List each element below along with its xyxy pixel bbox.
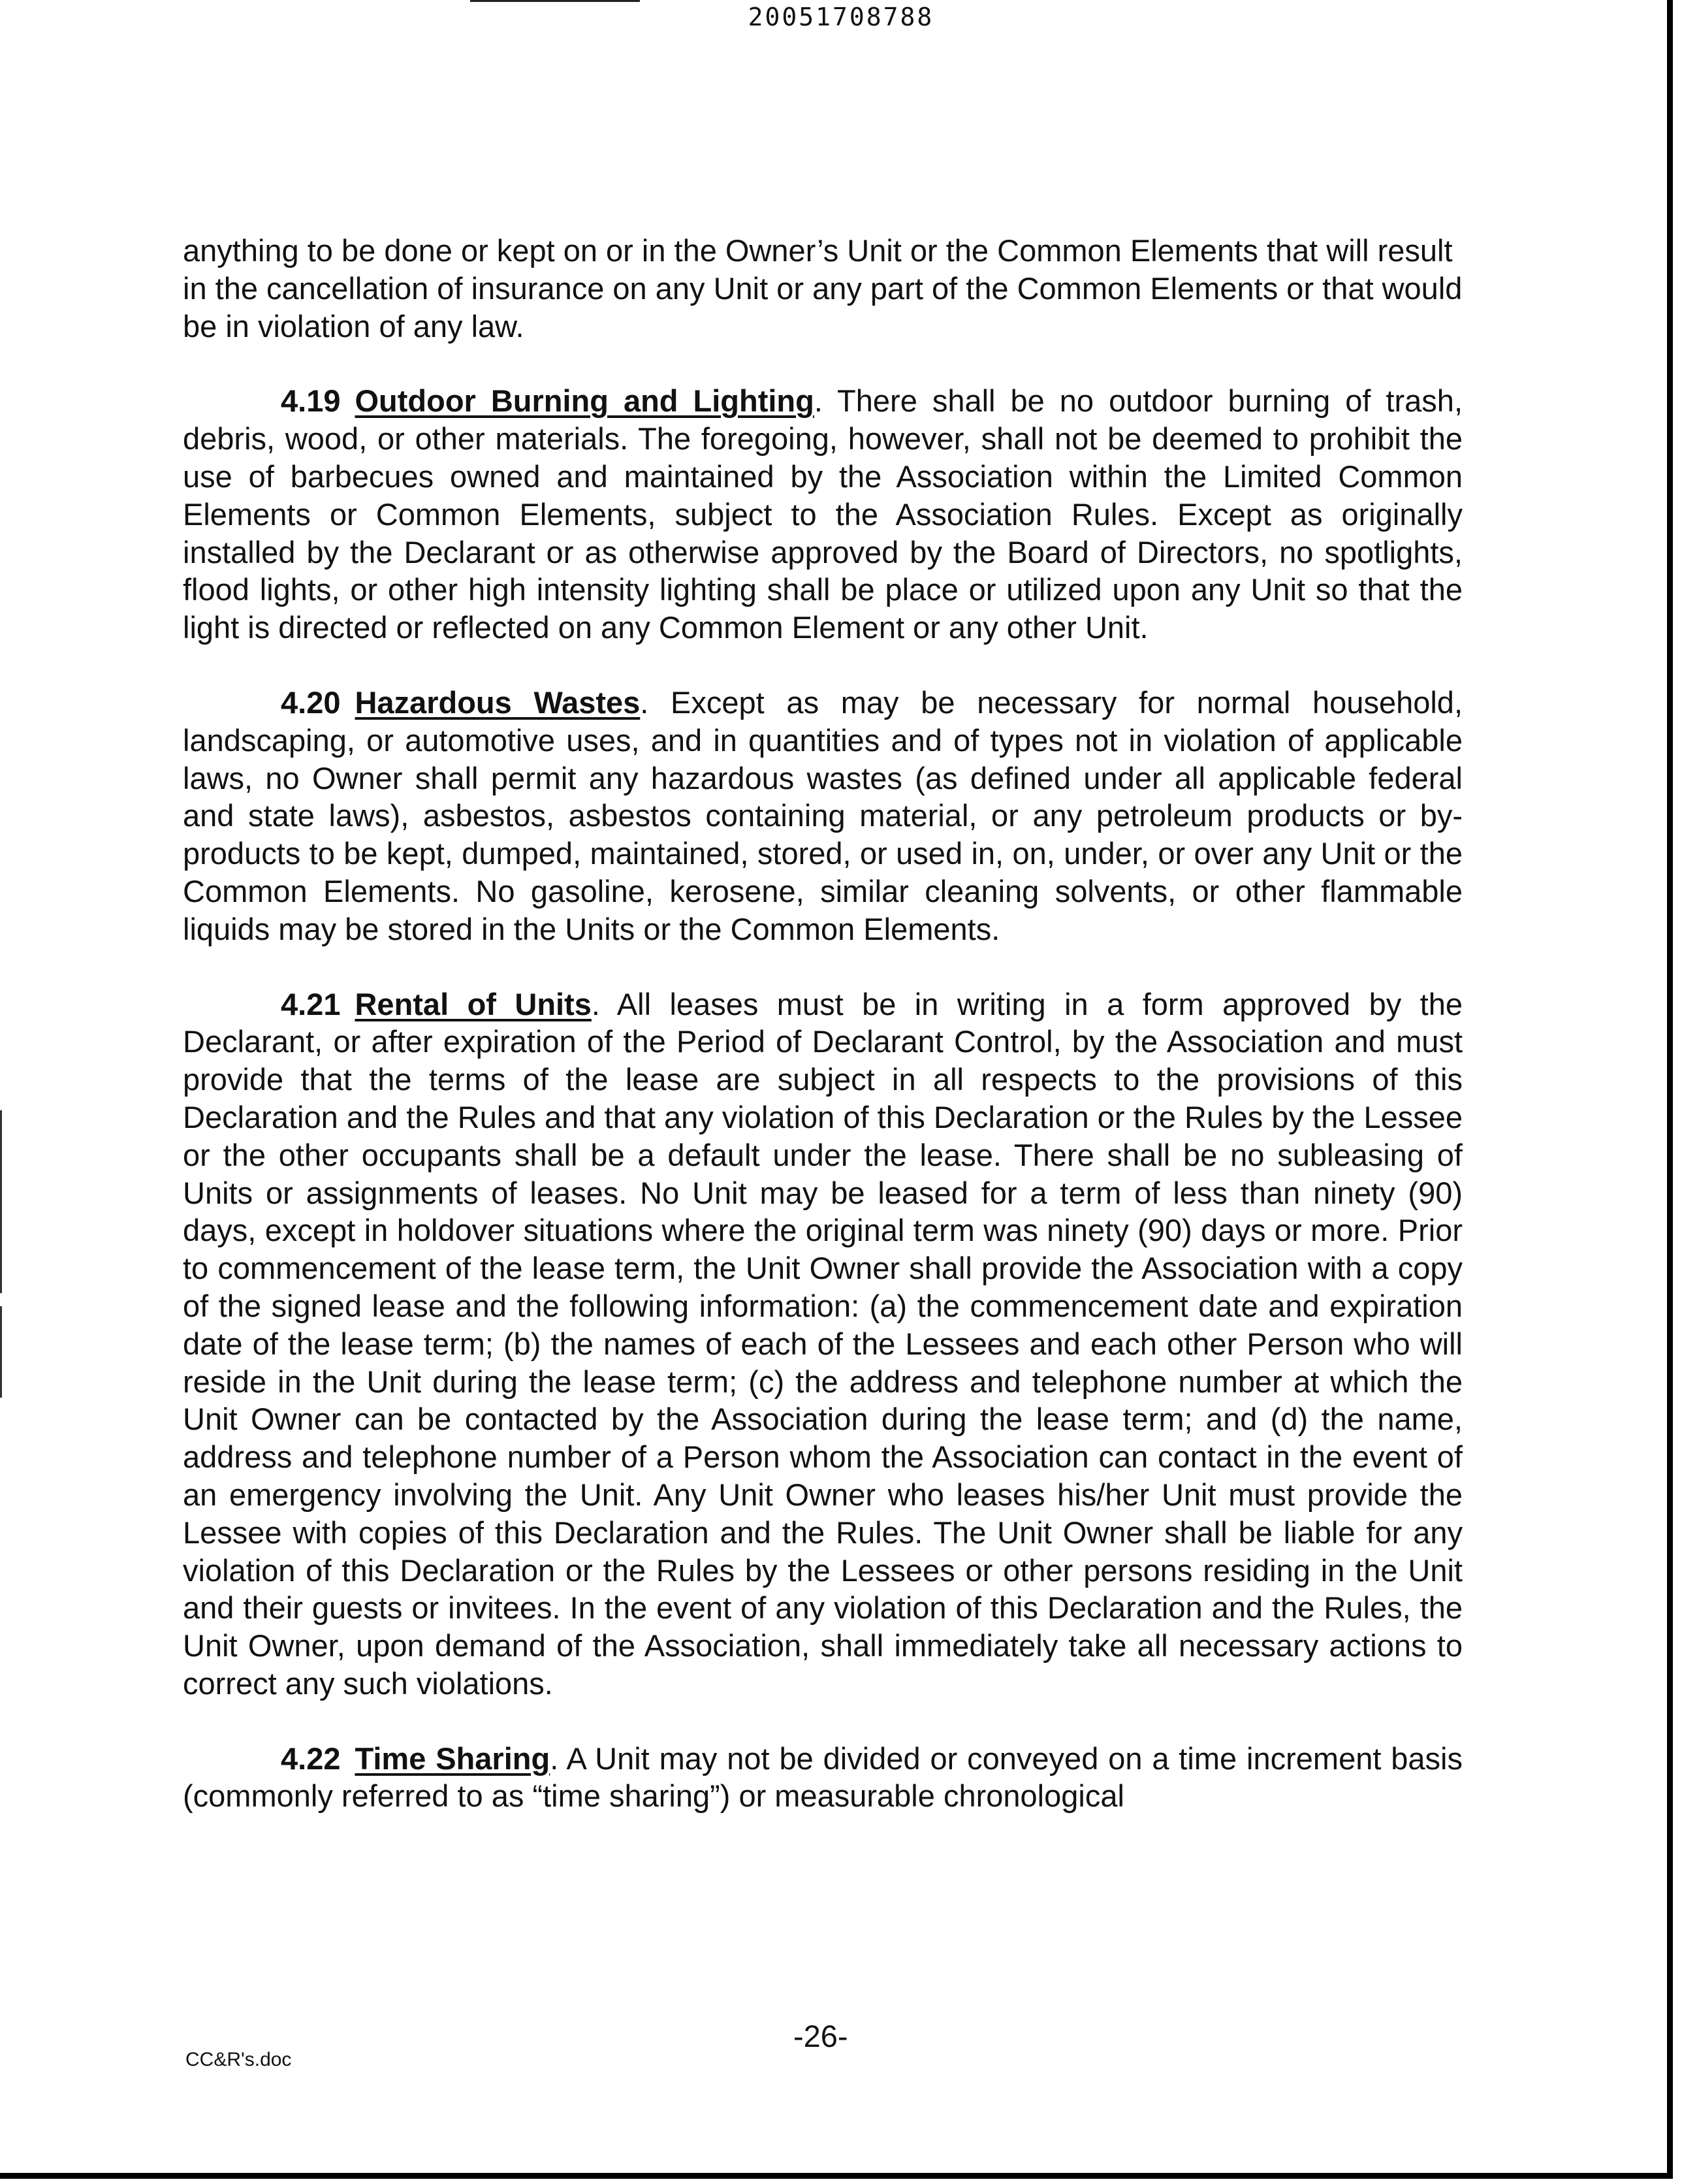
section-number: 4.20	[281, 684, 341, 720]
section-number: 4.19	[281, 383, 341, 419]
section-title: Outdoor Burning and Lighting	[355, 383, 814, 419]
section-title: Rental of Units	[355, 986, 592, 1021]
continuation-paragraph: anything to be done or kept on or in the Owner’s Unit or the Common Elements that will result in the cancellation of insurance on any Unit or any part of the Common Elements or that would be in violation of any law.	[183, 233, 1463, 344]
section-text: . All leases must be in writing in a form approved by the Declarant, or after expiration of the Period of Declarant Control, by the Association and must provide that the terms of the lease are subject in all respects to the provisions of this Declaration and the Rules and that any violation of this Declaration or the Rules by the Lessee or the other occupants shall be a default under the lease. There shall be no subleasing of Units or assignments of leases. No Unit may be leased for a term of less than ninety (90) days, except in holdover situations where the original term was ninety (90) days or more. Prior to commencement of the lease term, the Unit Owner shall provide the Association with a copy of the signed lease and the following information: (a) the commencement date and expiration date of the lease term; (b) the names of each of the Lessees and each other Person who will reside in the Unit during the lease term; (c) the address and telephone number at which the Unit Owner can be contacted by the Association during the lease term; and (d) the name, address and telephone number of a Person whom the Association can contact in the event of an emergency involving the Unit. Any Unit Owner who leases his/her Unit must provide the Lessee with copies of this Declaration and the Rules. The Unit Owner shall be liable for any violation of this Declaration or the Rules by the Lessees or other persons residing in the Unit and their guests or invitees. In the event of any violation of this Declaration and the Rules, the Unit Owner, upon demand of the Association, shall immediately take all necessary actions to correct any such violations.	[183, 986, 1463, 1701]
document-body	[183, 232, 1463, 1852]
section-4-22	[183, 1740, 1463, 1816]
page-number: -26-	[793, 2019, 848, 2053]
section-number: 4.21	[281, 986, 341, 1021]
section-4-21	[183, 986, 1463, 1703]
left-scan-mark	[0, 1110, 2, 1293]
section-text: . A Unit may not be divided or conveyed on a time increment basis (commonly referred to as “time sharing”) or measurable chronological	[183, 1741, 1463, 1814]
document-number: 20051708788	[748, 3, 934, 31]
section-text: . There shall be no outdoor burning of trash, debris, wood, or other materials. The foregoing, however, shall not be deemed to prohibit the use of barbecues owned and maintained by the Association within the Limited Common Elements or Common Elements, subject to the Association Rules. Except as originally installed by the Declarant or as otherwise approved by the Board of Directors, no spotlights, flood lights, or other high intensity lighting shall be place or utilized upon any Unit so that the light is directed or reflected on any Common Element or any other Unit.	[183, 383, 1463, 645]
section-text: . Except as may be necessary for normal household, landscaping, or automotive uses, and in quantities and of types not in violation of applicable laws, no Owner shall permit any hazardous wastes (as defined under all applicable federal and state laws), asbestos, asbestos containing material, or any petroleum products or by-products to be kept, dumped, maintained, stored, or used in, on, under, or over any Unit or the Common Elements. No gasoline, kerosene, similar cleaning solvents, or other flammable liquids may be stored in the Units or the Common Elements.	[183, 684, 1463, 946]
left-scan-mark	[0, 1306, 2, 1398]
file-name: CC&R's.doc	[185, 2049, 292, 2070]
right-page-border	[1667, 0, 1673, 2177]
bottom-page-border	[0, 2173, 1673, 2179]
section-title: Hazardous Wastes	[355, 684, 641, 720]
section-4-20	[183, 684, 1463, 948]
top-scan-rule	[470, 0, 640, 2]
section-number: 4.22	[281, 1741, 341, 1776]
section-title: Time Sharing	[355, 1741, 550, 1776]
section-4-19	[183, 382, 1463, 647]
